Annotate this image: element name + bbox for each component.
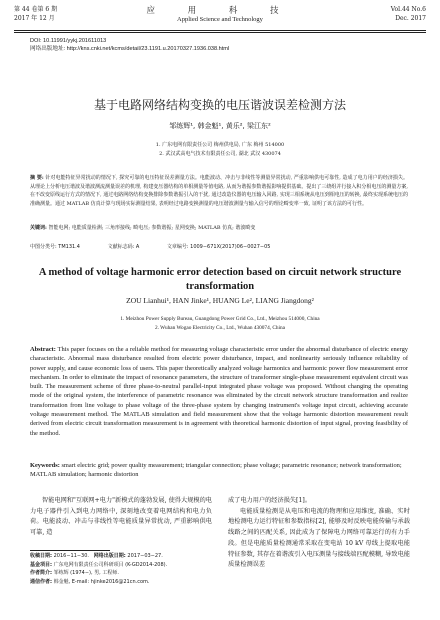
- fund-label: 基金项目:: [30, 561, 52, 568]
- authors-en: ZOU Lianhui¹, HAN Jinke¹, HUANG Le², LIANG Jiangdong²: [126, 296, 314, 305]
- footnote-fund: [30, 561, 220, 570]
- doi-link[interactable]: DOI: 10.11991/yykj.201611013: [30, 38, 107, 44]
- abstract-cn: [30, 174, 408, 208]
- contact-label: 通信作者:: [30, 578, 52, 585]
- footnote-rule: [30, 550, 110, 551]
- footnote-contact: [30, 578, 220, 587]
- online-label: 网络出版日期:: [93, 553, 126, 559]
- journal-name-en: Applied Science and Technology: [177, 16, 263, 23]
- classification-line: [30, 243, 408, 250]
- affiliation-en-2: 2. Wuhan Wogao Electricity Co., Ltd., Wuhan 430074, China: [154, 324, 286, 331]
- body-paragraph: 成了电力用户的经济损失[1]。: [228, 497, 312, 504]
- abstract-en-text: This paper focuses on the a reliable method for measuring voltage characteristic error under the abnormal disturbance of electric energy characteristic. Abnormal mass disturbance resulted from electric power disturbance, impact, and nonlinearity seriously influence reliability of power supply, and cause economic loss of users. This paper theoretically analyzed voltage harmonics and harmonic power flow measurement error mechanism. In order to eliminate the impact of resonance parameters, the structure of transformer single-phase measurement equivalent circuit was built. The measurement scheme of three phase-to-neutral parallel-input integrated phase voltage was proposed. Without changing the operating mode of the original system, the interference of parametric resonance was eliminated by the circuit network structure transformation and realize transformation from line voltage to phase voltage of the three-phase system by changing instrument's voltage input circuit, achieving accurate voltage measurement method. The MATLAB simulation and field measurement show that the voltage harmonic distortion measurement result derived from electric circuit transformation measurement is in agreement with theoretical harmonic distortion of input signal, proving feasibility of the method.: [30, 346, 408, 437]
- received-label: 收稿日期:: [30, 553, 52, 559]
- paper-title-cn: 基于电路网络结构变换的电压谐波误差检测方法: [93, 98, 346, 112]
- footnote-block: [30, 552, 220, 586]
- keywords-cn: [30, 224, 408, 233]
- received-date: 2016−11−30.: [53, 553, 90, 559]
- header-date-cn: 2017 年 12 月: [14, 15, 55, 22]
- abstract-cn-label: 摘 要:: [30, 175, 44, 181]
- abstract-en: [30, 345, 408, 438]
- fund-text: 广东电网有限责任公司科研项目 (K-GD2014-208).: [53, 561, 168, 568]
- keywords-cn-text: 智能电网; 电能质量检测; 三角形接线; 畸电压; 参数谐振; 星网变换; MATLAB 仿真; 谐波畸变: [48, 225, 256, 231]
- doi-block: [30, 37, 229, 53]
- online-date: 2017−03−27.: [127, 553, 163, 559]
- keywords-cn-label: 关键词:: [30, 225, 47, 231]
- affiliations-cn: [0, 141, 440, 159]
- keywords-en: [30, 461, 408, 480]
- author-label: 作者简介:: [30, 570, 52, 577]
- body-paragraph: 智能电网和"互联网+电力"新模式的蓬勃发展, 使得大规模的电力电子器件引入到电力网络中, 深刻地改变着电网结构和电力负荷。电能波动、冲击与非线性等电能质量异常扰动, 严重影响供电可靠, 造: [30, 497, 212, 537]
- body-paragraph: 电能质量检测是从电压和电流的物理和应用维度, 准确、实时地检测电力运行特征和参数指标[2], 能够及时反映电能传输与承载线路之间的匹配关系, 因此成为了保障电力网络可靠运行的有力手段。但是电能质量检测通常采取在变电站 10 kV 母线上提取电能特征参数, 其存在着谐波引入电压测量与接线端匹配模糊, 导致电能质量检测误差: [228, 507, 410, 569]
- authors-cn: 邹练辉¹, 韩金魁¹, 黄乐², 梁江东²: [169, 122, 271, 130]
- header-issue-info: [391, 5, 426, 23]
- header-volume: 第 44 卷第 6 期: [14, 6, 58, 13]
- affiliation-cn-1: 1. 广东电网有限责任公司 梅州供电局, 广东 梅州 514000: [155, 142, 285, 148]
- article-number: 文章编号: 1009−671X(2017)06−0027−05: [166, 244, 271, 250]
- keywords-en-text: smart electric grid; power quality measurement; triangular connection; phase voltage; parametric resonance; network transformation; MATLAB simulation; harmonic distortion: [30, 462, 402, 479]
- body-column-left: [30, 496, 212, 539]
- keywords-en-label: Keywords:: [30, 462, 60, 469]
- abstract-en-label: Abstract:: [30, 346, 56, 353]
- header-rule-thin: [14, 32, 426, 33]
- abstract-cn-text: 针对电能特征异常扰动的情况下, 探究可靠的电压特征误差测量方法。电能波动、冲击与非线性等测量异常扰动, 严重影响供电可靠性, 造成了电力用户的经济损失。从理论上分析电压谐波及谐波测流测量误差的机理, 构建变压器结构的单相测量等值电路, 从而为谐振参数谐振影响提供基础。提出了三绕组并行接入积分相电压的测量方案, 在不改变原线运行方式的情况下, 通过电路网络结构变换排除参数谐振引入的干扰, 通过改造仪器的电压输入回路, 实现三相系统从电压到相电压的转换, 最终实现系统电压的准确测量。通过 MATLAB 仿真计算与现场实际测量结果, 表明经过电路变换测量的电压谐波测量与输入信号的理论畸变率一致, 证明了该方法的可行性。: [30, 175, 408, 207]
- affiliations-en: [0, 315, 440, 332]
- journal-name-cn: 应 用 科 技: [146, 6, 294, 16]
- body-column-right: [228, 496, 410, 571]
- document-code: 文献标志码: A: [107, 244, 140, 250]
- footnote-dates: [30, 552, 220, 561]
- clc-number: 中图分类号: TM131.4: [30, 244, 80, 250]
- header-date-en: Dec. 2017: [395, 15, 426, 22]
- header-rule-thick: [14, 30, 426, 31]
- header-vol-en: Vol.44 No.6: [390, 6, 426, 13]
- author-text: 邹练辉 (1974−), 男, 工程师.: [53, 570, 119, 577]
- contact-text[interactable]: 韩金魁, E-mail: hjinke2016@21cn.com.: [53, 578, 150, 585]
- paper-title-en: A method of voltage harmonic error detection based on circuit network structure transformation: [38, 267, 402, 292]
- online-publication-link[interactable]: 网络出版地址: http://kns.cnki.net/kcms/detail/23.1191.u.20170327.1936.038.html: [30, 46, 230, 52]
- footnote-author: [30, 569, 220, 578]
- affiliation-en-1: 1. Meizhou Power Supply Bureau, Guangdong Power Grid Co., Ltd., Meizhou 514000, China: [120, 316, 320, 322]
- affiliation-cn-2: 2. 武汉武高电气技术有限责任公司, 湖北 武汉 430074: [159, 151, 281, 157]
- journal-header: [0, 0, 440, 42]
